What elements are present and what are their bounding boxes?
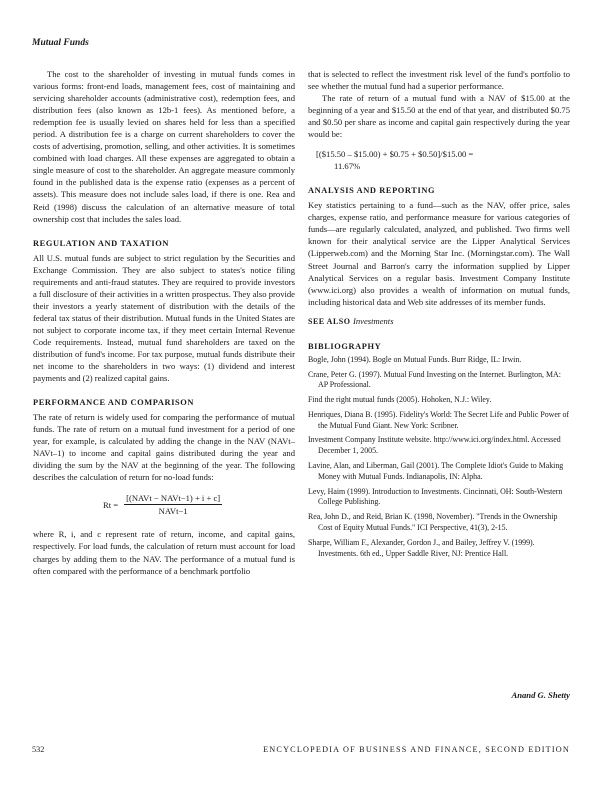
- running-head: Mutual Funds: [32, 38, 89, 48]
- formula-fraction: [124, 493, 222, 516]
- right-column: [308, 68, 570, 563]
- see-also-label: SEE ALSO: [308, 316, 351, 326]
- section-heading-regulation: REGULATION AND TAXATION: [33, 238, 170, 248]
- formula-numerator: [(NAVt − NAVt−1) + i + c]: [126, 493, 221, 504]
- book-title: ENCYCLOPEDIA OF BUSINESS AND FINANCE, SECOND EDITION: [263, 745, 570, 754]
- paragraph: All U.S. mutual funds are subject to strict regulation by the Securities and Exchange Commission. They are also subject to states's notice filing requirements and anti-fraud statutes. They are required to provide investors a full disclosure of their activities in a written prospectus. They also provide their investors a yearly statement of distribution with the details of the federal tax status of their distribution. Mutual funds in the United States are not subject to corporate income tax, if they meet certain Internal Revenue Code requirements. Instead, mutual fund shareholders are taxed on the distribution of fund's income. For tax purpose, mutual funds distribute their net income to the shareholders in two ways: (1) dividend and interest payments and (2) realized capital gains.: [33, 252, 295, 384]
- page-number: 532: [32, 745, 45, 754]
- see-also: [308, 316, 570, 326]
- paragraph: Key statistics pertaining to a fund—such as the NAV, offer price, sales charges, expense ratio, and performance measure for various categories of funds—are regularly calculated, analyzed, and published. Two firms well known for their analytical service are the Lipper Analytical Services (Lipperweb.com) and the Morning Star Inc. (Morningstar.com). The Wall Street Journal and Barron's carry the information supplied by Lipper Analytical Services on a regular basis. Investment Company Institute (www.ici.org) also provides a wealth of information on mutual funds, including historical data and Web site addresses of its member funds.: [308, 200, 570, 307]
- bibliography-entry: Investment Company Institute website. http://www.ici.org/index.html. Accessed December 1, 2005.: [308, 435, 561, 456]
- paragraph: The rate of return is widely used for comparing the performance of mutual funds. The rate of return on a mutual fund investment for a period of one year, for example, is calculated by adding the change in the NAV (NAVt–NAVt–1) to income and capital gains distributed during the year and dividing the sum by the NAV at the beginning of the year. The following describes the calculation of return for no-load funds:: [33, 412, 295, 483]
- page-footer: [32, 745, 570, 754]
- bibliography-entry: Henriques, Diana B. (1995). Fidelity's World: The Secret Life and Public Power of the Mutual Fund Giant. New York: Scribner.: [308, 409, 570, 430]
- paragraph: where R, i, and c represent rate of return, income, and capital gains, respectively. For load funds, the calculation of return must account for load charges by adding them to the NAV. The performance of a mutual fund is often compared with the performance of a benchmark portfolio: [33, 529, 295, 576]
- paragraph: The rate of return of a mutual fund with a NAV of $15.00 at the beginning of a year and $15.50 at the end of that year, and distributed $0.75 and $0.50 per share as income and capital gain respectively during the year would be:: [308, 93, 570, 140]
- bibliography-entry: Levy, Haim (1999). Introduction to Investments. Cincinnati, OH: South-Western College Publishing.: [308, 486, 563, 507]
- bibliography-entry: Lavine, Alan, and Liberman, Gail (2001). The Complete Idiot's Guide to Making Money with Mutual Funds. Indianapolis, IN: Alpha.: [308, 461, 564, 481]
- worked-example-line: [($15.50 – $15.00) + $0.75 + $0.50]/$15.00 =: [316, 149, 474, 160]
- bibliography-entry: Crane, Peter G. (1997). Mutual Fund Investing on the Internet. Burlington, MA: AP Professional.: [308, 369, 561, 390]
- formula-denominator: NAVt−1: [158, 506, 188, 517]
- bibliography: [308, 342, 570, 560]
- formula-lhs: Rt =: [103, 499, 119, 510]
- author-signature: Anand G. Shetty: [511, 690, 570, 700]
- section-heading-analysis: ANALYSIS AND REPORTING: [308, 186, 436, 196]
- bibliography-entry: Sharpe, William F., Alexander, Gordon J., and Bailey, Jeffrey V. (1999). Investments. 6th ed., Upper Saddle River, NJ: Prentice Hall.: [308, 537, 535, 558]
- bibliography-entry: Bogle, John (1994). Bogle on Mutual Funds. Burr Ridge, IL: Irwin.: [308, 354, 522, 364]
- bibliography-entry: Rea, John D., and Reid, Brian K. (1998, November). "Trends in the Ownership Cost of Equity Mutual Funds." ICI Perspective, 41(3), 2-15.: [308, 512, 558, 533]
- section-heading-performance: PERFORMANCE AND COMPARISON: [33, 398, 195, 408]
- section-heading-bibliography: BIBLIOGRAPHY: [308, 341, 382, 351]
- worked-example: [316, 148, 570, 172]
- bibliography-entry: Find the right mutual funds (2005). Hohoken, N.J.: Wiley.: [308, 395, 492, 405]
- return-formula: [103, 493, 295, 516]
- paragraph: that is selected to reflect the investment risk level of the fund's portfolio to see whether the mutual fund had a superior performance.: [308, 69, 570, 92]
- paragraph: The cost to the shareholder of investing in mutual funds comes in various forms: front-end loads, management fees, cost of maintaining and servicing shareholder accounts (administrative cost), redemption fees, and distribution fees (also known as 12b-1 fees). As mentioned before, a redemption fee is usually levied on shares held for less than a specified period. A distribution fee is a charge on current shareholders to cover the costs of advertising, promotion, selling, and other activities. It is sometimes combined with load charges. All these expenses are aggregated to obtain a single measure of cost to the shareholder. An aggregate measure commonly found in the published data is the expense ratio (expenses as a percent of assets). This measure does not include sales load, if there is one. Rea and Reid (1998) discuss the calculation of an alternative measure of total ownership cost that includes the sales load.: [33, 69, 295, 224]
- left-column: [33, 68, 295, 577]
- worked-example-result: 11.67%: [334, 161, 361, 172]
- see-also-link[interactable]: Investments: [352, 315, 394, 326]
